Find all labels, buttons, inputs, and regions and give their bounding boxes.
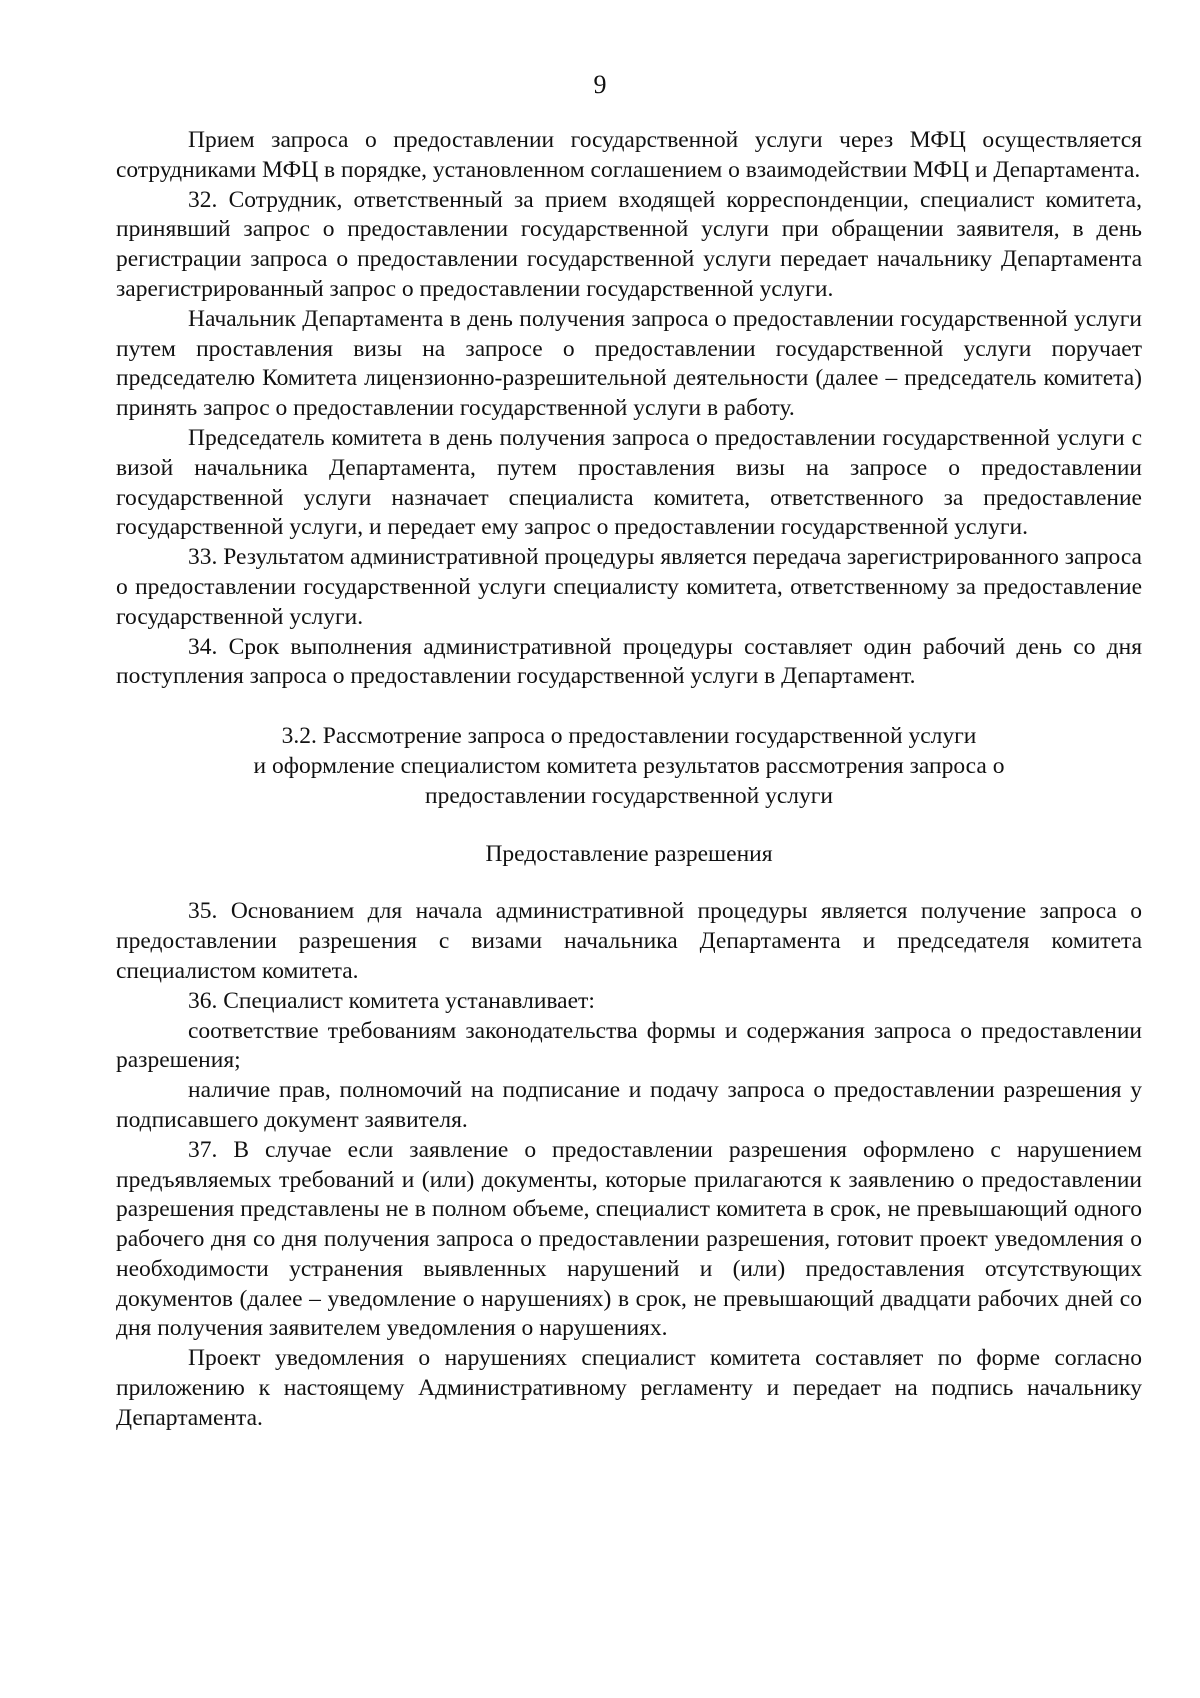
section-heading-line-1: 3.2. Рассмотрение запроса о предоставлении государственной услуги bbox=[281, 723, 977, 750]
paragraph-mfc-intake: Прием запроса о предоставлении государственной услуги через МФЦ осуществляется сотрудниками МФЦ в порядке, установленном соглашением о взаимодействии МФЦ и Департамента. bbox=[116, 127, 1142, 183]
paragraph-35: 35. Основанием для начала административной процедуры является получение запроса о предоставлении разрешения с визами начальника Департамента и председателя комитета специалистом комитета. bbox=[116, 898, 1142, 984]
paragraph-36-item-1: соответствие требованиям законодательства формы и содержания запроса о предоставлении разрешения; bbox=[116, 1017, 1142, 1074]
subheading-block bbox=[116, 840, 1142, 870]
paragraph-notice-draft: Проект уведомления о нарушениях специалист комитета составляет по форме согласно приложению к настоящему Административному регламенту и передает на подпись начальнику Департамента. bbox=[116, 1345, 1142, 1431]
paragraph-37: 37. В случае если заявление о предоставлении разрешения оформлено с нарушением предъявляемых требований и (или) документы, которые прилагаются к заявлению о предоставлении разрешения представлены не в полном объеме, специалист комитета в срок, не превышающий одного рабочего дня со дня получения запроса о предоставлении разрешения, готовит проект уведомления о необходимости устранения выявленных нарушений и (или) предоставления отсутствующих документов (далее – уведомление о нарушениях) в срок, не превышающий двадцати рабочих дней со дня получения заявителем уведомления о нарушениях. bbox=[116, 1136, 1142, 1342]
section-heading bbox=[116, 722, 1142, 811]
subheading-permit: Предоставление разрешения bbox=[485, 840, 773, 867]
section-heading-line-3: предоставлении государственной услуги bbox=[425, 782, 833, 809]
document-body bbox=[116, 126, 1142, 1434]
page-number: 9 bbox=[593, 70, 607, 99]
paragraph-34: 34. Срок выполнения административной процедуры составляет один рабочий день со дня поступления запроса о предоставлении государственной услуги в Департамент. bbox=[116, 633, 1142, 690]
paragraph-committee-chair: Председатель комитета в день получения запроса о предоставлении государственной услуги с визой начальника Департамента, путем проставления визы на запросе о предоставлении государственной услуги назначает специалиста комитета, ответственного за предоставление государственной услуги, и передает ему запрос о предоставлении государственной услуги. bbox=[116, 424, 1142, 541]
paragraph-36-item-2: наличие прав, полномочий на подписание и подачу запроса о предоставлении разрешения у подписавшего документ заявителя. bbox=[116, 1077, 1142, 1133]
paragraph-32: 32. Сотрудник, ответственный за прием входящей корреспонденции, специалист комитета, принявший запрос о предоставлении государственной услуги при обращении заявителя, в день регистрации запроса о предоставлении государственной услуги передает начальнику Департамента зарегистрированный запрос о предоставлении государственной услуги. bbox=[116, 186, 1142, 302]
section-heading-line-2: и оформление специалистом комитета результатов рассмотрения запроса о bbox=[253, 752, 1005, 779]
paragraph-33: 33. Результатом административной процедуры является передача зарегистрированного запроса о предоставлении государственной услуги специалисту комитета, ответственному за предоставление государственной услуги. bbox=[116, 544, 1142, 630]
paragraph-36: 36. Специалист комитета устанавливает: bbox=[188, 987, 595, 1014]
paragraph-department-head: Начальник Департамента в день получения запроса о предоставлении государственной услуги путем проставления визы на запросе о предоставлении государственной услуги поручает председателю Комитета лицензионно-разрешительной деятельности (далее – председатель комитета) принять запрос о предоставлении государственной услуги в работу. bbox=[116, 305, 1142, 422]
